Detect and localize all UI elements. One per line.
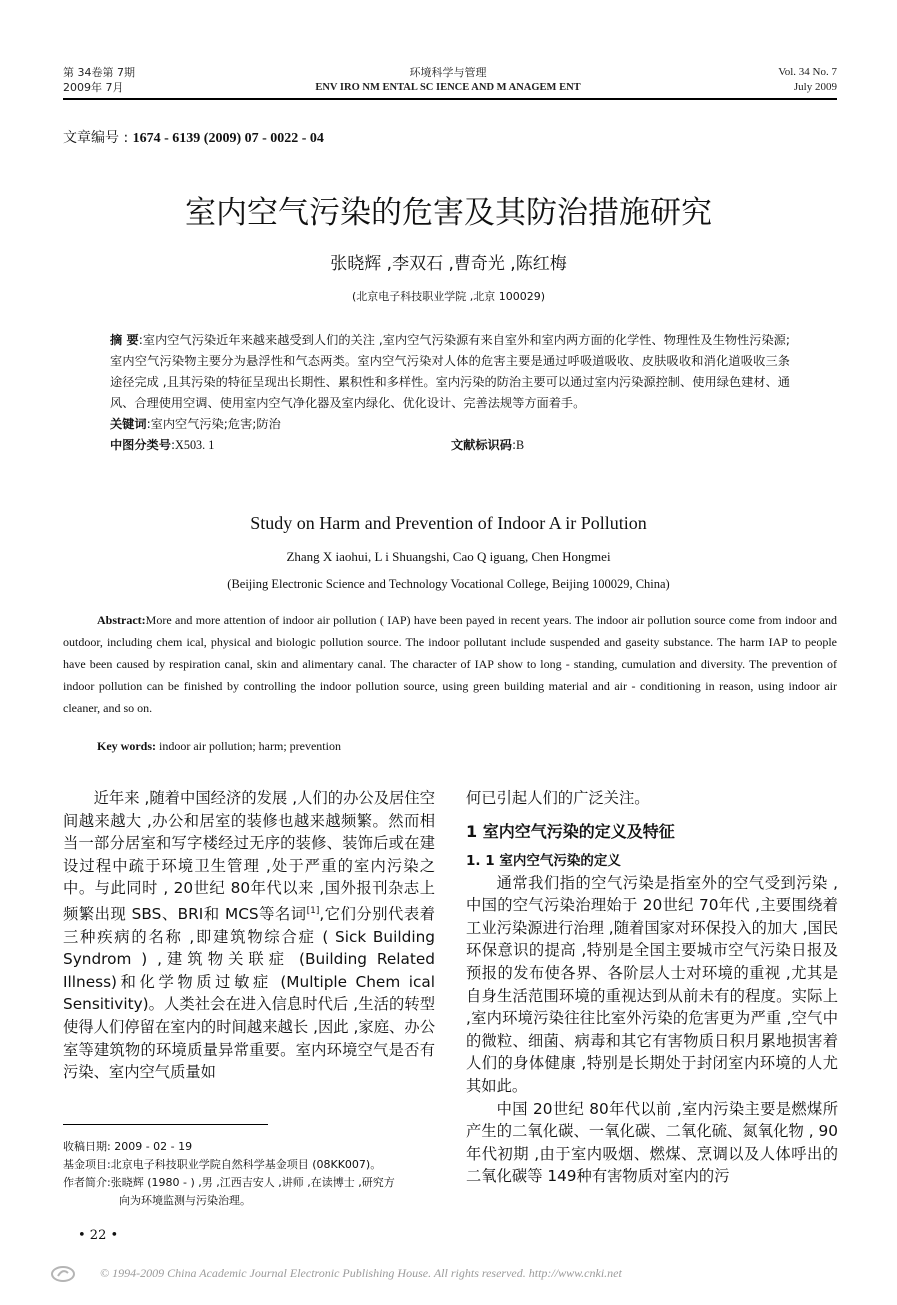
right-column xyxy=(466,787,838,1188)
volume-en: Vol. 34 No. 7 xyxy=(778,66,837,78)
header-right xyxy=(778,65,837,95)
fund-project: 基金项目:北京电子科技职业学院自然科学基金项目 (08KK007)。 xyxy=(63,1158,382,1171)
article-number-label: 文章编号 xyxy=(63,130,119,146)
header-left xyxy=(63,65,135,95)
intro-text-a: 近年来 ,随着中国经济的发展 ,人们的办公及居住空间越来越大 ,办公和居室的装修也越来越频繁。然而相当一部分居室和写字楼经过无序的装修、装饰后或在建设过程中疏于环境卫生管理 ,处于严重的室内污染之中。与此同时 , 20世纪 80年代以来 ,国外报刊杂志上频繁出现 SBS、BRI和 MCS等名词 xyxy=(63,789,435,924)
header-rule xyxy=(63,98,837,100)
history-paragraph: 中国 20世纪 80年代以前 ,室内污染主要是燃煤所产生的二氧化碳、一氧化碳、二氧化硫、氮氧化物 , 90年代初期 ,由于室内吸烟、燃煤、烹调以及人体呼出的二氧化碳等 149种有害物质对室内的污 xyxy=(466,1099,838,1186)
keywords-cn-text: 室内空气污染;危害;防治 xyxy=(150,417,281,431)
english-abstract xyxy=(63,609,837,719)
english-authors: Zhang X iaohui, L i Shuangshi, Cao Q iguang, Chen Hongmei xyxy=(286,549,611,564)
definition-paragraph: 通常我们指的空气污染是指室外的空气受到污染 ,中国的空气污染治理始于 20世纪 70年代 ,主要围绕着工业污染源进行治理 ,随着国家对环保投入的加大 ,国民环保意识的提高 ,特别是全国主要城市空气污染日报及预报的发布使各界、各阶层人士对环境的重视 ,尤其是自身生活范围环境的重视达到从前未有的程度。实际上 ,室内环境污染往往比室外污染的危害更为严重 ,空气中的微粒、细菌、病毒和其它有害物质日积月累地损害着人们的身体健康 ,特别是长期处于封闭室内环境的人尤其如此。 xyxy=(466,873,838,1095)
abstract-cn-label: 摘 要 xyxy=(110,333,139,347)
footnote-rule xyxy=(63,1124,268,1125)
english-affiliation: (Beijing Electronic Science and Technology Vocational College, Beijing 100029, China) xyxy=(227,577,670,591)
journal-title-en: ENV IRO NM ENTAL SC IENCE AND M ANAGEM ENT xyxy=(315,82,581,93)
issue-date: 2009年 7月 xyxy=(63,81,124,94)
english-abstract-text: More and more attention of indoor air pollution ( IAP) have been payed in recent years. The indoor air pollution source come from indoor and outdoor, including chem ical, physical and biologic pollution source. The indoor pollutant include suspended and gaseity substance. The harm IAP to people have been caused by respiration canal, skin and alimentary canal. The character of IAP show to long - standing, cumulation and diversity. The prevention of indoor pollution can be finished by controlling the indoor pollution source, using green building material and air - conditioning in reason, using indoor air cleaner, and so on. xyxy=(63,613,837,715)
article-number-value: 1674 - 6139 (2009) 07 - 0022 - 04 xyxy=(132,131,324,146)
footnotes xyxy=(63,1138,443,1210)
section-1-heading: 1 室内空气污染的定义及特征 xyxy=(466,821,675,841)
paper-title: 室内空气污染的危害及其防治措施研究 xyxy=(185,195,712,231)
clc-label: 中图分类号 xyxy=(110,438,171,452)
affiliation: (北京电子科技职业学院 ,北京 100029) xyxy=(351,290,546,303)
copyright-footer: © 1994-2009 China Academic Journal Electronic Publishing House. All rights reserved. http://www.cnki.net xyxy=(100,1266,622,1280)
reference-1: [1] xyxy=(306,905,320,916)
cnki-logo-icon xyxy=(50,1264,76,1284)
section-1-1-heading: 1. 1 室内空气污染的定义 xyxy=(466,852,621,869)
author-list: 张晓辉 ,李双石 ,曹奇光 ,陈红梅 xyxy=(330,254,567,274)
english-keywords-text: indoor air pollution; harm; prevention xyxy=(159,739,341,753)
volume-issue: 第 34卷第 7期 xyxy=(63,66,135,79)
header-center xyxy=(248,65,648,95)
abstract-cn-body: 摘 要:室内空气污染近年来越来越受到人们的关注 ,室内空气污染源有来自室外和室内两方面的化学性、物理性及生物性污染源;室内空气污染物主要分为悬浮性和气态两类。室内空气污染对人体的危害主要是通过呼吸道吸收、皮肤吸收和消化道吸收三条途径完成 ,且其污染的特征呈现出长期性、累积性和多样性。室内污染的防治主要可以通过室内污染源控制、使用绿色建材、通风、合理使用空调、使用室内空气净化器及室内绿化、优化设计、完善法规等方面着手。 xyxy=(110,333,791,410)
abstract-cn-text: 室内空气污染近年来越来越受到人们的关注 ,室内空气污染源有来自室外和室内两方面的化学性、物理性及生物性污染源;室内空气污染物主要分为悬浮性和气态两类。室内空气污染对人体的危害主要是通过呼吸道吸收、皮肤吸收和消化道吸收三条途径完成 ,且其污染的特征呈现出长期性、累积性和多样性。室内污染的防治主要可以通过室内污染源控制、使用绿色建材、通风、合理使用空调、使用室内空气净化器及室内绿化、优化设计、完善法规等方面着手。 xyxy=(110,333,791,410)
date-en: July 2009 xyxy=(793,81,837,93)
keywords-cn: 关键词:室内空气污染;危害;防治 xyxy=(110,417,281,431)
english-keywords-label: Key words: xyxy=(97,739,156,753)
author-intro: 作者简介:张晓辉 (1980 - ) ,男 ,江西吉安人 ,讲师 ,在读博士 ,研究方 xyxy=(63,1176,395,1189)
received-date: 收稿日期: 2009 - 02 - 19 xyxy=(63,1140,193,1153)
classification-row: 中图分类号:X503. 1 文献标识码:B xyxy=(110,435,790,456)
continued-text: 何已引起人们的广泛关注。 xyxy=(466,789,650,807)
article-number: 文章编号 : 1674 - 6139 (2009) 07 - 0022 - 04 xyxy=(63,130,324,146)
intro-text-b: ,它们分别代表着三种疾病的名称 ,即建筑物综合症 ( Sick Building Syndrom ) ,建筑物关联症 (Building Related Illness)和化学物质过敏症 (Multiple Chem ical Sensitivity)。人类社会在进入信息时代后 ,生活的转型使得人们停留在室内的时间越来越长 ,因此 ,家庭、办公室等建筑物的环境质量异常重要。室内环境空气是否有污染、室内空气质量如 xyxy=(63,905,435,1082)
journal-title-cn: 环境科学与管理 xyxy=(409,66,487,79)
keywords-cn-label: 关键词 xyxy=(110,417,147,431)
intro-paragraph xyxy=(63,787,435,1084)
cnki-logo xyxy=(50,1264,76,1284)
doc-code-label: 文献标识码 xyxy=(451,438,512,452)
page-number: • 22 • xyxy=(78,1228,119,1243)
english-abstract-label: Abstract: xyxy=(97,613,146,627)
clc-value: X503. 1 xyxy=(175,438,215,452)
abstract-cn xyxy=(110,330,790,456)
author-intro-cont: 向为环境监测与污染治理。 xyxy=(119,1194,251,1207)
english-title: Study on Harm and Prevention of Indoor A ir Pollution xyxy=(250,513,647,533)
doc-code-value: B xyxy=(516,438,525,452)
doc-code: 文献标识码:B xyxy=(451,438,525,452)
left-column xyxy=(63,787,435,1084)
english-keywords xyxy=(97,737,797,755)
